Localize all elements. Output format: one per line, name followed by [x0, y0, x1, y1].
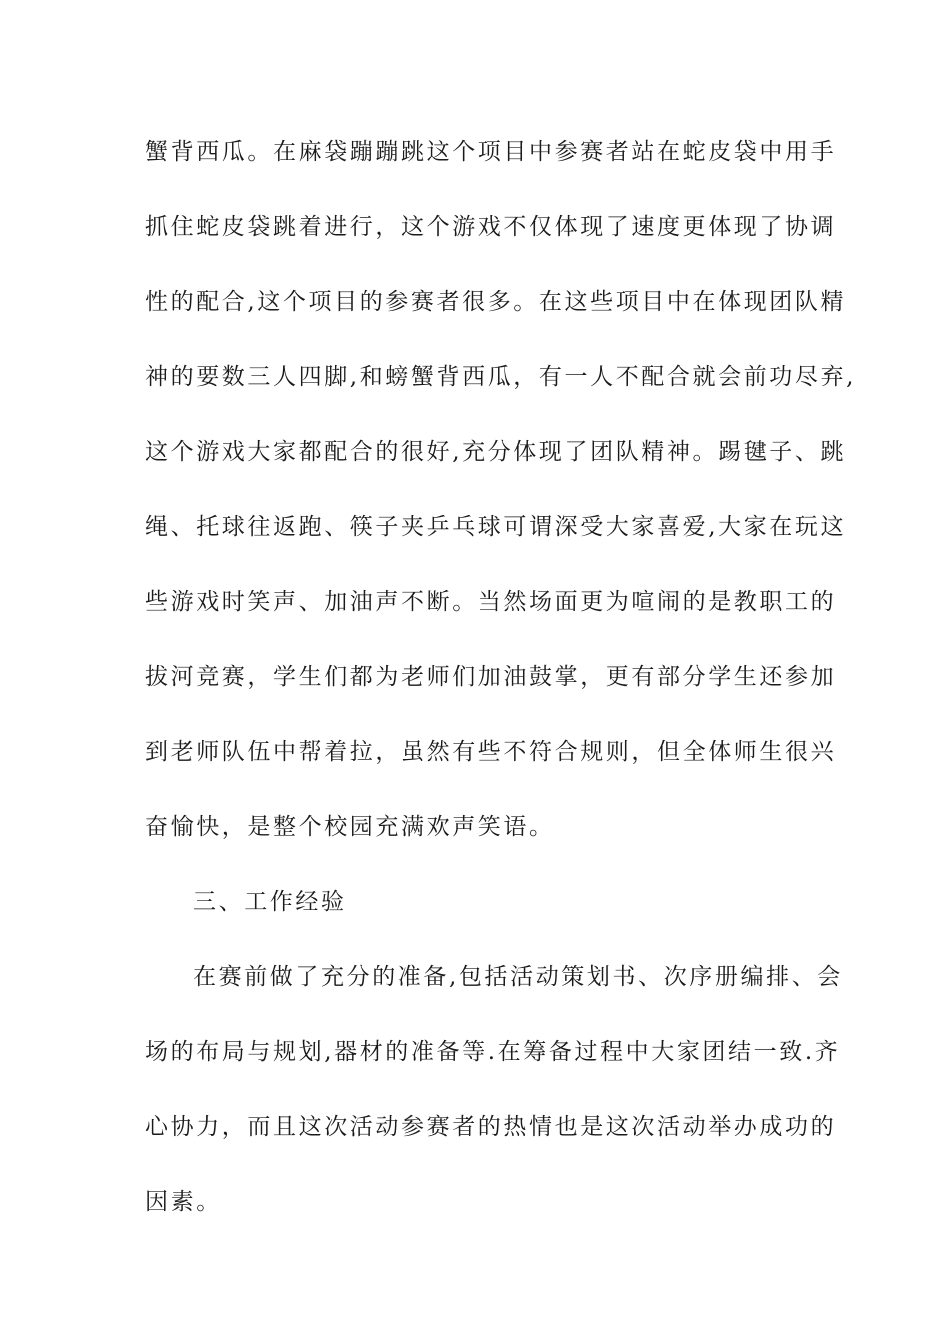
paragraph-line: 场的布局与规划,器材的准备等.在筹备过程中大家团结一致.齐	[145, 1039, 841, 1065]
paragraph-line: 这个游戏大家都配合的很好,充分体现了团队精神。踢毽子、跳	[145, 439, 847, 465]
paragraph-line: 绳、托球往返跑、筷子夹乒乓球可谓深受大家喜爱,大家在玩这	[145, 514, 847, 540]
paragraph-line: 在赛前做了充分的准备,包括活动策划书、次序册编排、会	[193, 964, 843, 990]
paragraph-line: 拔河竞赛，学生们都为老师们加油鼓掌，更有部分学生还参加	[145, 664, 837, 690]
paragraph-line: 性的配合,这个项目的参赛者很多。在这些项目中在体现团队精	[145, 289, 847, 315]
paragraph-line: 抓住蛇皮袋跳着进行，这个游戏不仅体现了速度更体现了协调	[145, 214, 837, 240]
paragraph-line: 心协力，而且这次活动参赛者的热情也是这次活动举办成功的	[145, 1114, 837, 1140]
section-heading: 三、工作经验	[193, 889, 347, 915]
paragraph-line: 神的要数三人四脚,和螃蟹背西瓜，有一人不配合就会前功尽弃,	[145, 364, 857, 390]
paragraph-line: 奋愉快，是整个校园充满欢声笑语。	[145, 814, 555, 840]
paragraph-line: 些游戏时笑声、加油声不断。当然场面更为喧闹的是教职工的	[145, 589, 837, 615]
paragraph-line: 蟹背西瓜。在麻袋蹦蹦跳这个项目中参赛者站在蛇皮袋中用手	[145, 139, 837, 165]
paragraph-line: 因素。	[145, 1189, 222, 1215]
paragraph-line: 到老师队伍中帮着拉，虽然有些不符合规则，但全体师生很兴	[145, 739, 837, 765]
